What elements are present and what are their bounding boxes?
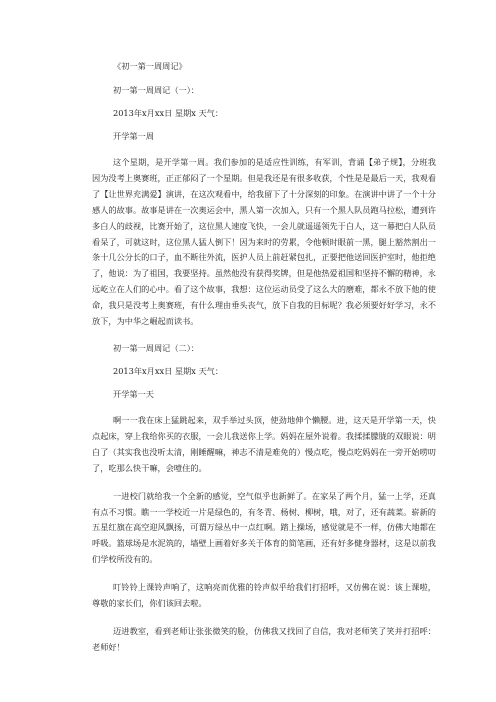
entry-2-paragraph-4: 迈进教室，看到老师让张张微笑的脸，仿佛我又找回了自信，我对老师笑了笑并打招呼：老师好！ [92,625,436,652]
journal-entry-1 [92,85,436,330]
document-title: 《初一第一周周记》 [113,61,187,71]
entry-2-subtitle: 开学第一天 [113,388,154,399]
entry-1-date-line: 2013年x月xx日 星期x 天气： [113,108,224,118]
entry-1-heading: 初一第一周周记（一）： [113,85,199,95]
entry-1-subtitle: 开学第一周 [113,131,154,141]
entry-2-paragraph-3: 叮铃铃上课铃声响了，这响亮而优雅的铃声似乎给我们打招呼，又仿佛在说：该上课啦，尊敬的家长们，你们该回去啦。 [92,582,436,609]
entry-2-paragraph-1: 啊一一我在床上猛跳起来，双手举过头顶，使劲地伸个懒腰。进，这天是开学第一天，快点起床，穿上我给你买的衣服，一会儿我送你上学。妈妈在屋外说着。我揉揉朦胧的双眼说：明白了（其实我也没听太清，刚睡醒嘛，神志不清是难免的）慢点吃，慢点吃妈妈在一旁开始唠叨了，吃那么快干嘛，会噎住的。 [92,414,436,473]
entry-2-heading: 初一第一周周记（二）： [113,342,199,353]
entry-2-paragraph-2: 一进校门就给我一个全新的感觉，空气似乎也新鲜了。在家呆了两个月，猛一上学，还真有点不习惯。瞧一一学校近一片是绿色的，有冬青、杨树、柳树，哦，对了，还有蔬菜。崭新的五星红旗在高空迎风飘扬，可谓万绿丛中一点红啊。踏上操场，感觉就是不一样，仿佛大地都在呼吸。篮球场是水泥筑的，墙壁上画着好多关于体育的简笔画，还有好多健身器材，这是以前我们学校所没有的。 [92,490,436,565]
entry-1-paragraph: 这个星期，是开学第一周。我们参加的是适应性训练，有军训，背诵【弟子规】，分班我因为没考上奥赛班，正正郁闷了一个星期。但是我还是有很多收获，个性是是最后一天，我观看了【让世界充满爱】演讲，在这次观看中，给我留下了十分深刻的印象。在演讲中讲了一个十分感人的故事。故事是讲在一次奥运会中，黑人第一次加入，只有一个黑人队员跑马拉松，遭到许多白人的歧视，比赛开始了，这位黑人速度飞快，一会儿就遥遥领先于白人，这一幕把白人队员看呆了，可就这时，这位黑人猛人倒下！因为来时的劳累，令他顿时眼前一黑，腿上豁然割出一条十几公分长的口子，血不断往外流，医护人员上前赶紧包扎，正要把他送回医护室时，他拒绝了，他说：为了祖国，我要坚持。虽然他没有获得奖牌，但是他热爱祖国和坚持不懈的精神，永远屹立在人们的心中。看了这个故事，我想：这位运动员受了这么大的磨难，都永不放下他的使命，我只是没考上奥赛班，有什么理由垂头丧气，放下自我的目标呢？我必须要好好学习，永不放下，为中华之崛起而读书。 [92,157,436,327]
entry-2-date-line: 2013年x月xx日 星期x 天气： [113,365,224,376]
journal-entry-2 [92,343,436,656]
